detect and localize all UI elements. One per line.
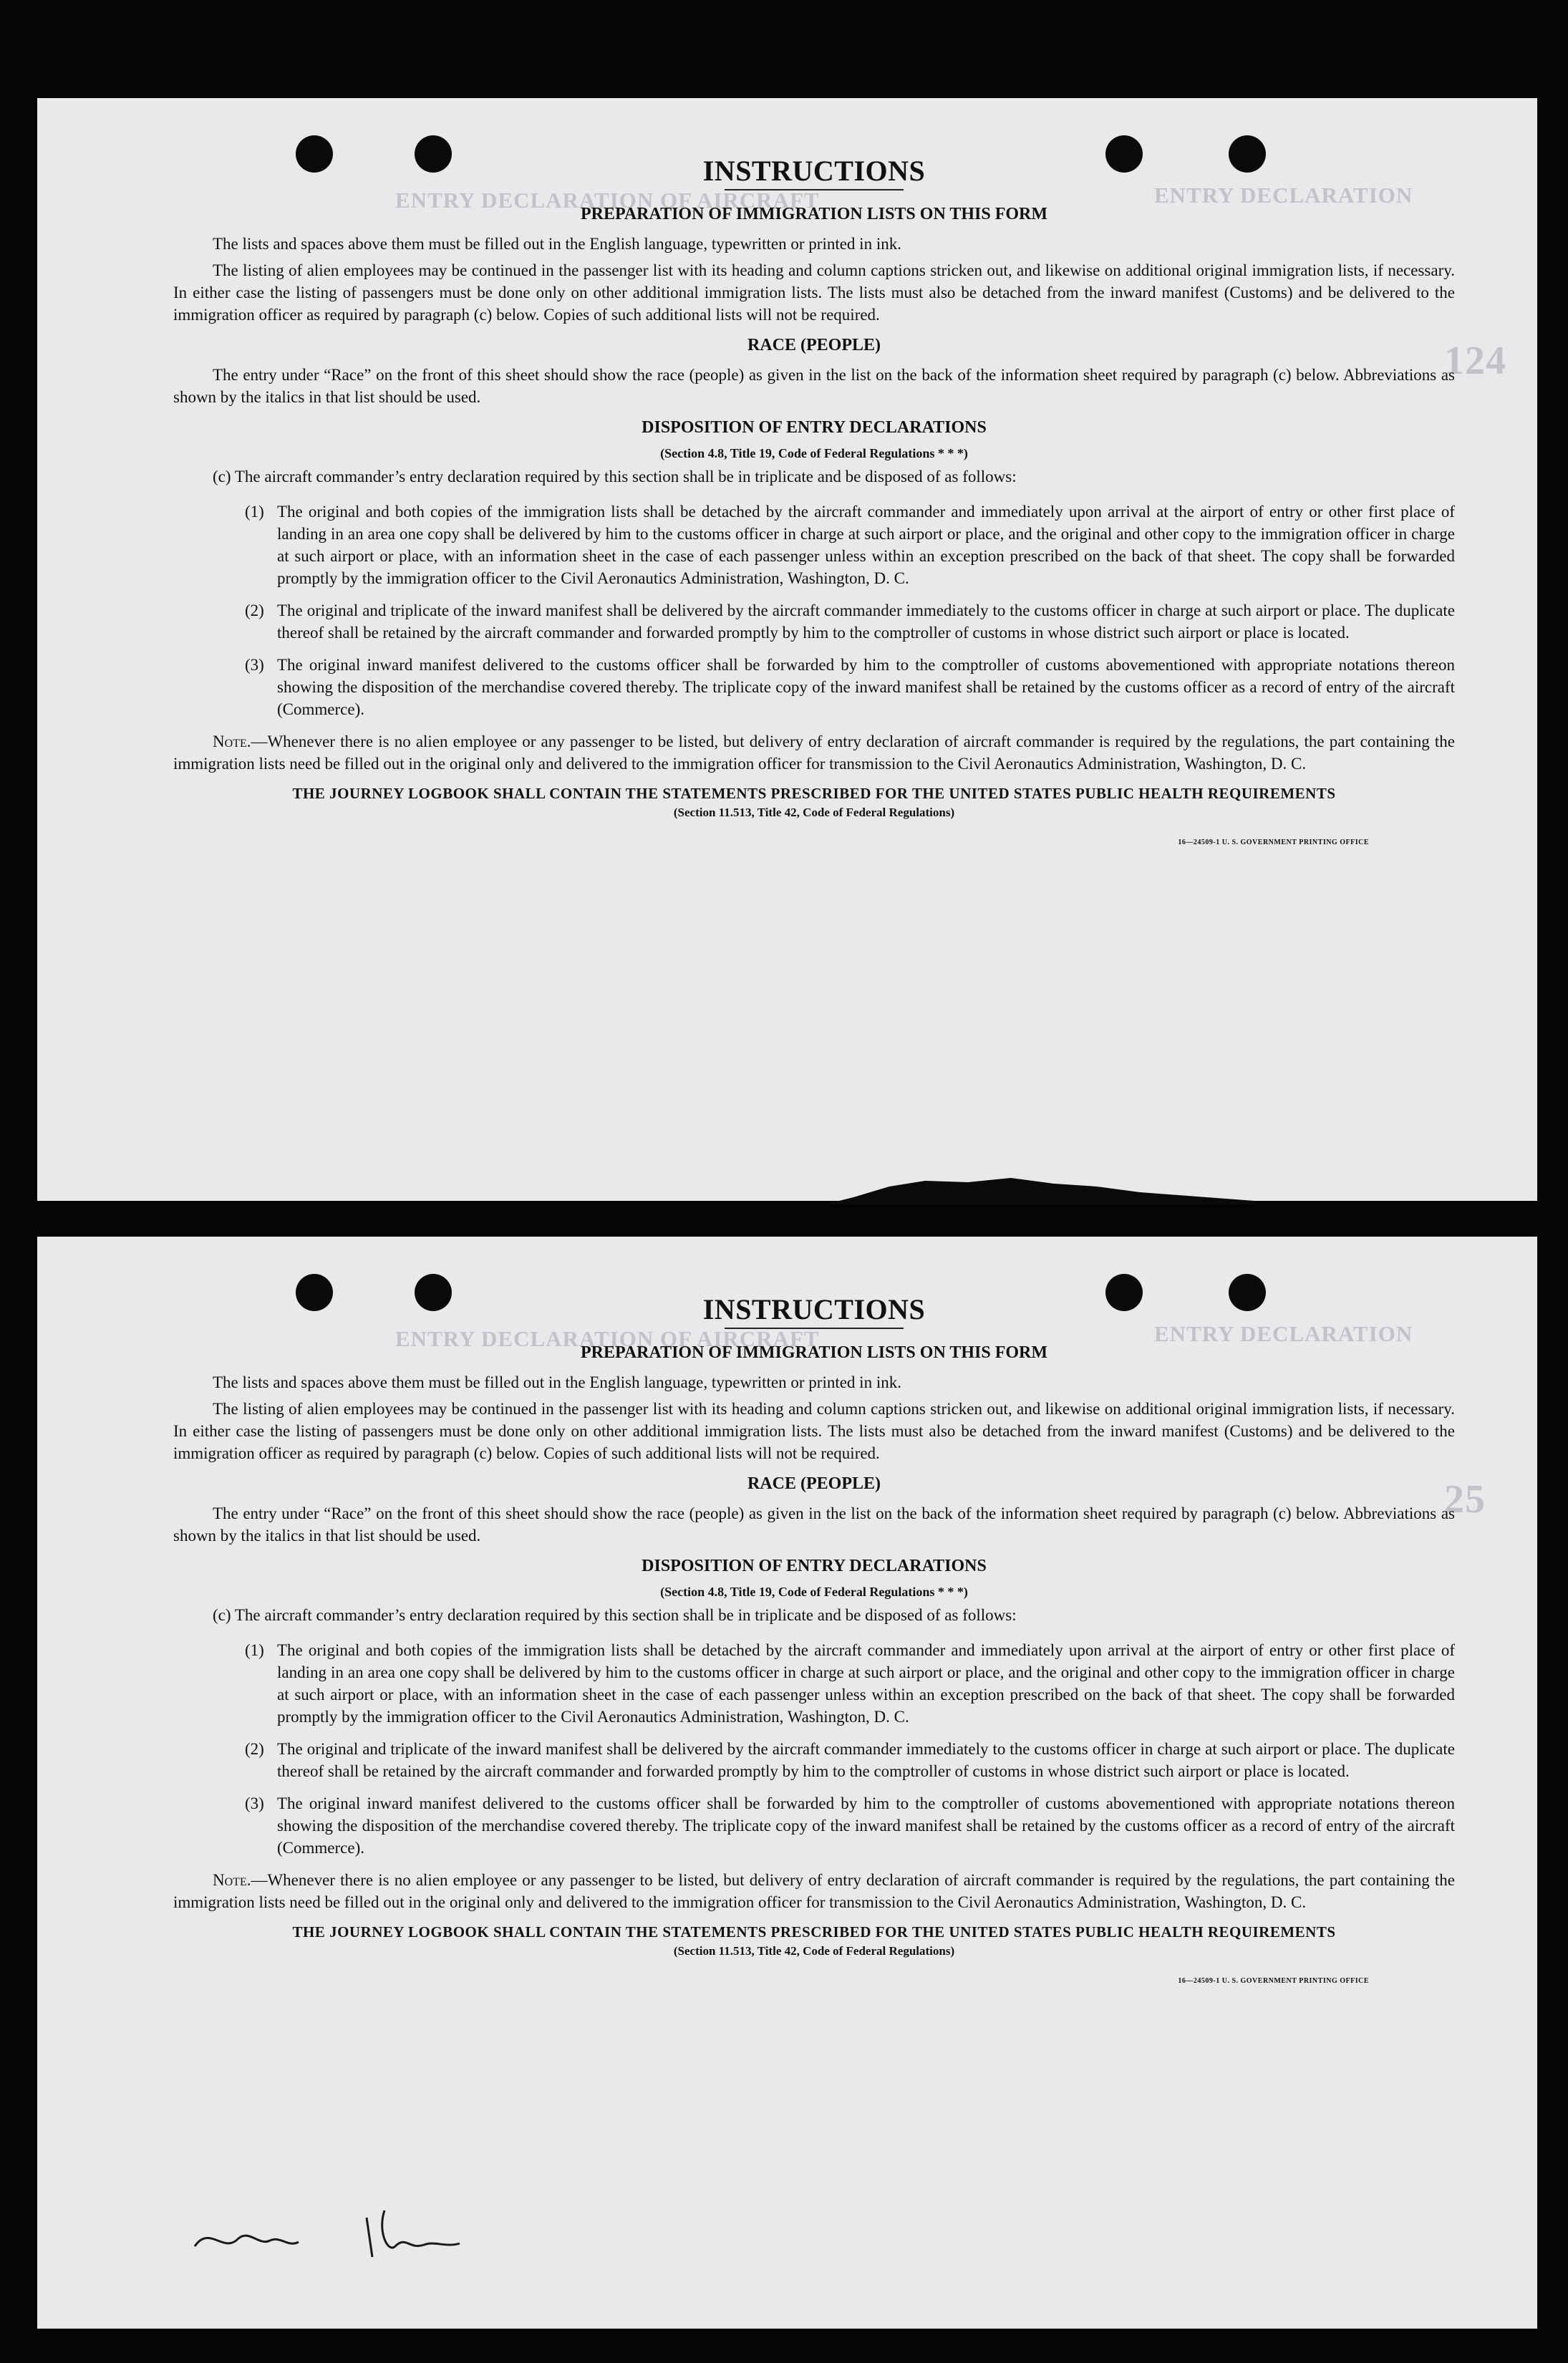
item-number: (2)	[245, 601, 264, 619]
item-number: (2)	[245, 1740, 264, 1758]
list-item	[245, 599, 1455, 644]
printing-office-footer: 16—24509-1 U. S. GOVERNMENT PRINTING OFFICE	[1178, 839, 1369, 846]
item-text: The original and both copies of the immigration lists shall be detached by the aircraft commander and immediately upon arrival at the airport of entry or other first place of landing in an area one copy shall be delivered by him to the customs officer in charge at such airport or place, and the original and other copy to the immigration officer in charge at such airport or place, with an information sheet in the case of each passenger unless within an exception prescribed on the back of that sheet. The copy shall be forwarded promptly by the immigration officer to the Civil Aeronautics Administration, Washington, D. C.	[277, 503, 1455, 587]
instruction-sheet-bottom	[37, 1237, 1537, 2329]
bleed-through-number: 124	[1444, 339, 1506, 383]
paragraph: The lists and spaces above them must be filled out in the English language, typewritten or printed in ink.	[213, 235, 901, 253]
regulation-reference: (Section 11.513, Title 42, Code of Federal Regulations)	[673, 806, 955, 819]
item-number: (1)	[245, 503, 264, 521]
bleed-through-text: ENTRY DECLARATION	[1154, 183, 1413, 208]
item-number: (3)	[245, 1794, 264, 1812]
section-heading-preparation: PREPARATION OF IMMIGRATION LISTS ON THIS FORM	[580, 205, 1048, 223]
paragraph: The entry under “Race” on the front of this sheet should show the race (people) as given in the list on the back of the information sheet required by paragraph (c) below. Abbreviations as shown by the italics in that list should be used.	[173, 366, 1455, 406]
paragraph: (c) The aircraft commander’s entry declaration required by this section shall be in triplicate and be disposed of as follows:	[213, 468, 1017, 485]
regulation-reference: (Section 11.513, Title 42, Code of Federal Regulations)	[673, 1944, 955, 1958]
section-heading-race: RACE (PEOPLE)	[747, 1474, 881, 1493]
regulation-reference: (Section 4.8, Title 19, Code of Federal Regulations * * *)	[660, 446, 968, 460]
note-label: Note.	[213, 1871, 251, 1889]
item-text: The original and triplicate of the inward manifest shall be delivered by the aircraft commander immediately to the customs officer in charge at such airport or place. The duplicate thereof shall be retained by the aircraft commander and forwarded promptly by him to the comptroller of customs in whose district such airport or place is located.	[277, 601, 1455, 642]
instructions-body	[173, 148, 1455, 846]
printing-office-footer: 16—24509-1 U. S. GOVERNMENT PRINTING OFFICE	[1178, 1977, 1369, 1985]
list-item	[245, 1639, 1455, 1728]
paragraph: The listing of alien employees may be continued in the passenger list with its heading and column captions stricken out, and likewise on additional original immigration lists, if necessary. In either case the listing of passengers must be done only on other additional immigration lists. The lists must also be detached from the inward manifest (Customs) and be delivered to the immigration officer as required by paragraph (c) below. Copies of such additional lists will not be required.	[173, 261, 1455, 324]
list-item	[245, 1738, 1455, 1782]
section-heading-preparation: PREPARATION OF IMMIGRATION LISTS ON THIS FORM	[580, 1343, 1048, 1362]
regulation-reference: (Section 4.8, Title 19, Code of Federal Regulations * * *)	[660, 1585, 968, 1599]
item-text: The original inward manifest delivered to the customs officer shall be forwarded by him to the comptroller of customs abovementioned with appropriate notations thereon showing the disposition of the merchandise covered thereby. The triplicate copy of the inward manifest shall be retained by the customs officer as a record of entry of the aircraft (Commerce).	[277, 656, 1455, 718]
bleed-through-text: ENTRY DECLARATION OF AIRCRAFT	[395, 188, 820, 213]
page-title: INSTRUCTIONS	[702, 155, 926, 187]
paragraph: The lists and spaces above them must be filled out in the English language, typewritten or printed in ink.	[213, 1373, 901, 1391]
bleed-through-text: ENTRY DECLARATION OF AIRCRAFT	[395, 1326, 820, 1351]
logbook-statement: THE JOURNEY LOGBOOK SHALL CONTAIN THE STATEMENTS PRESCRIBED FOR THE UNITED STATES PUBLIC HEALTH REQUIREMENTS	[292, 1923, 1336, 1941]
bleed-through-number: 25	[1444, 1477, 1486, 1522]
logbook-statement: THE JOURNEY LOGBOOK SHALL CONTAIN THE STATEMENTS PRESCRIBED FOR THE UNITED STATES PUBLIC HEALTH REQUIREMENTS	[292, 785, 1336, 802]
torn-edge	[825, 1165, 1254, 1204]
list-item	[245, 1792, 1455, 1859]
section-heading-disposition: DISPOSITION OF ENTRY DECLARATIONS	[642, 418, 987, 437]
list-item	[245, 501, 1455, 589]
note-label: Note.	[213, 733, 251, 750]
note-text: —Whenever there is no alien employee or any passenger to be listed, but delivery of entry declaration of aircraft commander is required by the regulations, the part containing the immigration lists need be filled out in the original only and delivered to the immigration officer for transmission to the Civil Aeronautics Administration, Washington, D. C.	[173, 1871, 1455, 1911]
bleed-through-text: ENTRY DECLARATION	[1154, 1321, 1413, 1346]
paragraph: (c) The aircraft commander’s entry declaration required by this section shall be in triplicate and be disposed of as follows:	[213, 1606, 1017, 1624]
title-underline	[725, 1328, 904, 1329]
section-heading-disposition: DISPOSITION OF ENTRY DECLARATIONS	[642, 1557, 987, 1575]
note-paragraph	[173, 730, 1455, 775]
item-text: The original and both copies of the immigration lists shall be detached by the aircraft commander and immediately upon arrival at the airport of entry or other first place of landing in an area one copy shall be delivered by him to the customs officer in charge at such airport or place, and the original and other copy to the immigration officer in charge at such airport or place, with an information sheet in the case of each passenger unless within an exception prescribed on the back of that sheet. The copy shall be forwarded promptly by the immigration officer to the Civil Aeronautics Administration, Washington, D. C.	[277, 1641, 1455, 1726]
title-underline	[725, 189, 904, 190]
item-number: (1)	[245, 1641, 264, 1659]
instruction-sheet-top	[37, 98, 1537, 1201]
note-text: —Whenever there is no alien employee or any passenger to be listed, but delivery of entry declaration of aircraft commander is required by the regulations, the part containing the immigration lists need be filled out in the original only and delivered to the immigration officer for transmission to the Civil Aeronautics Administration, Washington, D. C.	[173, 733, 1455, 773]
note-paragraph	[173, 1869, 1455, 1913]
list-item	[245, 654, 1455, 720]
item-number: (3)	[245, 656, 264, 674]
item-text: The original inward manifest delivered to the customs officer shall be forwarded by him to the comptroller of customs abovementioned with appropriate notations thereon showing the disposition of the merchandise covered thereby. The triplicate copy of the inward manifest shall be retained by the customs officer as a record of entry of the aircraft (Commerce).	[277, 1794, 1455, 1857]
section-heading-race: RACE (PEOPLE)	[747, 336, 881, 354]
item-text: The original and triplicate of the inward manifest shall be delivered by the aircraft commander immediately to the customs officer in charge at such airport or place. The duplicate thereof shall be retained by the aircraft commander and forwarded promptly by him to the comptroller of customs in whose district such airport or place is located.	[277, 1740, 1455, 1780]
page-title: INSTRUCTIONS	[702, 1293, 926, 1325]
paragraph: The entry under “Race” on the front of this sheet should show the race (people) as given in the list on the back of the information sheet required by paragraph (c) below. Abbreviations as shown by the italics in that list should be used.	[173, 1504, 1455, 1545]
instructions-body	[173, 1287, 1455, 1985]
paragraph: The listing of alien employees may be continued in the passenger list with its heading and column captions stricken out, and likewise on additional original immigration lists, if necessary. In either case the listing of passengers must be done only on other additional immigration lists. The lists must also be detached from the inward manifest (Customs) and be delivered to the immigration officer as required by paragraph (c) below. Copies of such additional lists will not be required.	[173, 1400, 1455, 1462]
handwritten-signature	[180, 2196, 481, 2268]
